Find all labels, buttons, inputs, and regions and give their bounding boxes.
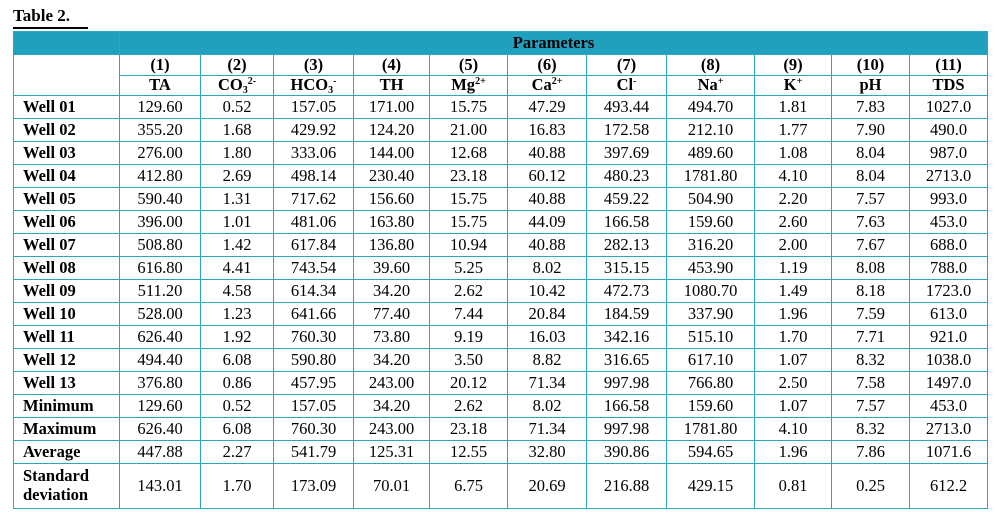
table-cell: 2.27 bbox=[201, 441, 274, 464]
symbol-superscript: 2+ bbox=[475, 76, 486, 88]
table-cell: 0.25 bbox=[832, 464, 910, 509]
table-cell: 472.73 bbox=[587, 280, 667, 303]
table-cell: 743.54 bbox=[274, 257, 354, 280]
table-cell: 613.0 bbox=[910, 303, 988, 326]
row-label: Maximum bbox=[14, 418, 120, 441]
table-cell: 2713.0 bbox=[910, 418, 988, 441]
table-cell: 34.20 bbox=[354, 349, 430, 372]
table-cell: 2.62 bbox=[430, 280, 508, 303]
table-cell: 616.80 bbox=[120, 257, 201, 280]
table-cell: 40.88 bbox=[508, 188, 587, 211]
table-cell: 453.90 bbox=[667, 257, 755, 280]
table-cell: 20.84 bbox=[508, 303, 587, 326]
table-cell: 2.69 bbox=[201, 165, 274, 188]
symbol-base: TDS bbox=[932, 75, 965, 95]
table-cell: 282.13 bbox=[587, 234, 667, 257]
symbol-superscript: + bbox=[796, 76, 803, 88]
table-cell: 1080.70 bbox=[667, 280, 755, 303]
table-cell: 129.60 bbox=[120, 395, 201, 418]
table-cell: 44.09 bbox=[508, 211, 587, 234]
table-row bbox=[14, 96, 988, 119]
row-label-line: Standard bbox=[23, 466, 90, 486]
column-number: (1) bbox=[120, 55, 201, 76]
table-cell: 342.16 bbox=[587, 326, 667, 349]
table-cell: 617.10 bbox=[667, 349, 755, 372]
table-row-standard-deviation bbox=[14, 464, 988, 509]
column-number: (2) bbox=[201, 55, 274, 76]
table-cell: 8.04 bbox=[832, 142, 910, 165]
table-cell: 8.82 bbox=[508, 349, 587, 372]
column-symbol bbox=[755, 76, 832, 96]
table-cell: 172.58 bbox=[587, 119, 667, 142]
table-cell: 34.20 bbox=[354, 280, 430, 303]
table-cell: 77.40 bbox=[354, 303, 430, 326]
table-cell: 590.80 bbox=[274, 349, 354, 372]
symbol-base: TH bbox=[379, 75, 404, 95]
column-symbol bbox=[354, 76, 430, 96]
symbol-base: K bbox=[783, 75, 797, 95]
table-cell: 1.70 bbox=[201, 464, 274, 509]
table-cell: 9.19 bbox=[430, 326, 508, 349]
table-cell: 688.0 bbox=[910, 234, 988, 257]
table-row bbox=[14, 418, 988, 441]
table-cell: 7.83 bbox=[832, 96, 910, 119]
table-cell: 508.80 bbox=[120, 234, 201, 257]
table-cell: 0.52 bbox=[201, 395, 274, 418]
table-cell: 159.60 bbox=[667, 211, 755, 234]
table-row bbox=[14, 326, 988, 349]
table-cell: 7.59 bbox=[832, 303, 910, 326]
table-cell: 212.10 bbox=[667, 119, 755, 142]
table-cell: 1.19 bbox=[755, 257, 832, 280]
table-cell: 459.22 bbox=[587, 188, 667, 211]
table-cell: 5.25 bbox=[430, 257, 508, 280]
table-cell: 626.40 bbox=[120, 326, 201, 349]
table-cell: 8.02 bbox=[508, 395, 587, 418]
table-cell: 412.80 bbox=[120, 165, 201, 188]
column-symbol bbox=[910, 76, 988, 96]
table-cell: 4.58 bbox=[201, 280, 274, 303]
table-cell: 2.20 bbox=[755, 188, 832, 211]
table-cell: 4.10 bbox=[755, 165, 832, 188]
row-label: Well 10 bbox=[14, 303, 120, 326]
table-cell: 71.34 bbox=[508, 418, 587, 441]
table-cell: 8.32 bbox=[832, 418, 910, 441]
table-cell: 8.04 bbox=[832, 165, 910, 188]
table-cell: 641.66 bbox=[274, 303, 354, 326]
table-cell: 315.15 bbox=[587, 257, 667, 280]
table-cell: 1071.6 bbox=[910, 441, 988, 464]
table-cell: 489.60 bbox=[667, 142, 755, 165]
table-cell: 173.09 bbox=[274, 464, 354, 509]
table-cell: 333.06 bbox=[274, 142, 354, 165]
table-cell: 590.40 bbox=[120, 188, 201, 211]
table-cell: 617.84 bbox=[274, 234, 354, 257]
table-cell: 1497.0 bbox=[910, 372, 988, 395]
table-cell: 1723.0 bbox=[910, 280, 988, 303]
column-symbol bbox=[201, 76, 274, 96]
table-row bbox=[14, 211, 988, 234]
table-cell: 7.57 bbox=[832, 188, 910, 211]
table-cell: 2.00 bbox=[755, 234, 832, 257]
table-cell: 1.70 bbox=[755, 326, 832, 349]
column-number: (5) bbox=[430, 55, 508, 76]
parameters-table bbox=[13, 31, 988, 509]
table-row bbox=[14, 142, 988, 165]
column-symbol bbox=[667, 76, 755, 96]
table-cell: 73.80 bbox=[354, 326, 430, 349]
table-row bbox=[14, 165, 988, 188]
table-cell: 1781.80 bbox=[667, 165, 755, 188]
table-cell: 15.75 bbox=[430, 96, 508, 119]
table-cell: 2.50 bbox=[755, 372, 832, 395]
table-cell: 390.86 bbox=[587, 441, 667, 464]
symbol-superscript: 2+ bbox=[551, 76, 563, 88]
table-cell: 20.69 bbox=[508, 464, 587, 509]
row-label: Well 13 bbox=[14, 372, 120, 395]
symbol-superscript: 2- bbox=[247, 76, 257, 88]
table-cell: 498.14 bbox=[274, 165, 354, 188]
table-cell: 243.00 bbox=[354, 418, 430, 441]
table-cell: 447.88 bbox=[120, 441, 201, 464]
symbol-base: CO bbox=[217, 75, 243, 95]
table-cell: 8.32 bbox=[832, 349, 910, 372]
row-label: Well 12 bbox=[14, 349, 120, 372]
table-cell: 7.58 bbox=[832, 372, 910, 395]
row-label-line: deviation bbox=[23, 485, 89, 504]
column-number: (9) bbox=[755, 55, 832, 76]
table-cell: 40.88 bbox=[508, 142, 587, 165]
table-cell: 12.68 bbox=[430, 142, 508, 165]
table-cell: 396.00 bbox=[120, 211, 201, 234]
table-cell: 760.30 bbox=[274, 326, 354, 349]
table-cell: 376.80 bbox=[120, 372, 201, 395]
symbol-base: Ca bbox=[531, 75, 552, 95]
table-cell: 1.80 bbox=[201, 142, 274, 165]
table-cell: 717.62 bbox=[274, 188, 354, 211]
table-cell: 216.88 bbox=[587, 464, 667, 509]
table-cell: 490.0 bbox=[910, 119, 988, 142]
row-label: Well 05 bbox=[14, 188, 120, 211]
table-cell: 7.71 bbox=[832, 326, 910, 349]
table-cell: 1027.0 bbox=[910, 96, 988, 119]
table-cell: 8.02 bbox=[508, 257, 587, 280]
table-cell: 481.06 bbox=[274, 211, 354, 234]
table-cell: 10.42 bbox=[508, 280, 587, 303]
table-cell: 316.65 bbox=[587, 349, 667, 372]
row-label: Well 03 bbox=[14, 142, 120, 165]
table-cell: 60.12 bbox=[508, 165, 587, 188]
symbol-superscript: + bbox=[717, 76, 724, 88]
table-cell: 47.29 bbox=[508, 96, 587, 119]
column-number: (11) bbox=[910, 55, 988, 76]
table-row bbox=[14, 395, 988, 418]
table-cell: 1.31 bbox=[201, 188, 274, 211]
table-row bbox=[14, 234, 988, 257]
table-cell: 511.20 bbox=[120, 280, 201, 303]
table-cell: 34.20 bbox=[354, 395, 430, 418]
table-cell: 124.20 bbox=[354, 119, 430, 142]
table-cell: 594.65 bbox=[667, 441, 755, 464]
table-cell: 7.63 bbox=[832, 211, 910, 234]
row-label: Well 04 bbox=[14, 165, 120, 188]
column-number: (4) bbox=[354, 55, 430, 76]
table-cell: 2.62 bbox=[430, 395, 508, 418]
row-label-header bbox=[14, 55, 120, 96]
table-cell: 171.00 bbox=[354, 96, 430, 119]
table-cell: 355.20 bbox=[120, 119, 201, 142]
table-row bbox=[14, 372, 988, 395]
symbol-subscript: 3 bbox=[328, 85, 334, 97]
table-cell: 157.05 bbox=[274, 96, 354, 119]
column-symbol bbox=[832, 76, 910, 96]
table-cell: 766.80 bbox=[667, 372, 755, 395]
table-cell: 184.59 bbox=[587, 303, 667, 326]
table-cell: 32.80 bbox=[508, 441, 587, 464]
table-cell: 7.44 bbox=[430, 303, 508, 326]
table-cell: 143.01 bbox=[120, 464, 201, 509]
symbol-base: pH bbox=[859, 75, 882, 95]
table-cell: 0.81 bbox=[755, 464, 832, 509]
row-label: Average bbox=[14, 441, 120, 464]
table-cell: 159.60 bbox=[667, 395, 755, 418]
table-cell: 4.10 bbox=[755, 418, 832, 441]
table-cell: 760.30 bbox=[274, 418, 354, 441]
table-cell: 528.00 bbox=[120, 303, 201, 326]
table-cell: 2.60 bbox=[755, 211, 832, 234]
table-cell: 16.03 bbox=[508, 326, 587, 349]
column-number: (8) bbox=[667, 55, 755, 76]
table-cell: 163.80 bbox=[354, 211, 430, 234]
table-row bbox=[14, 188, 988, 211]
table-cell: 612.2 bbox=[910, 464, 988, 509]
table-cell: 504.90 bbox=[667, 188, 755, 211]
symbol-superscript: - bbox=[633, 76, 637, 88]
table-cell: 6.75 bbox=[430, 464, 508, 509]
table-cell: 230.40 bbox=[354, 165, 430, 188]
table-cell: 337.90 bbox=[667, 303, 755, 326]
table-cell: 39.60 bbox=[354, 257, 430, 280]
table-cell: 20.12 bbox=[430, 372, 508, 395]
table-cell: 541.79 bbox=[274, 441, 354, 464]
table-cell: 4.41 bbox=[201, 257, 274, 280]
table-cell: 1781.80 bbox=[667, 418, 755, 441]
table-cell: 993.0 bbox=[910, 188, 988, 211]
table-row bbox=[14, 441, 988, 464]
table-cell: 6.08 bbox=[201, 349, 274, 372]
table-cell: 0.86 bbox=[201, 372, 274, 395]
table-cell: 453.0 bbox=[910, 211, 988, 234]
table-cell: 166.58 bbox=[587, 395, 667, 418]
column-symbol bbox=[274, 76, 354, 96]
table-cell: 23.18 bbox=[430, 165, 508, 188]
table-cell: 15.75 bbox=[430, 188, 508, 211]
column-number: (7) bbox=[587, 55, 667, 76]
table-row bbox=[14, 303, 988, 326]
row-label: Well 07 bbox=[14, 234, 120, 257]
table-cell: 515.10 bbox=[667, 326, 755, 349]
table-cell: 23.18 bbox=[430, 418, 508, 441]
table-cell: 276.00 bbox=[120, 142, 201, 165]
column-number: (10) bbox=[832, 55, 910, 76]
table-cell: 429.92 bbox=[274, 119, 354, 142]
symbol-base: Na bbox=[697, 75, 718, 95]
caption-underline bbox=[13, 27, 88, 29]
row-label: Well 09 bbox=[14, 280, 120, 303]
parameters-group-header: Parameters bbox=[120, 32, 988, 55]
table-cell: 614.34 bbox=[274, 280, 354, 303]
table-cell: 156.60 bbox=[354, 188, 430, 211]
row-label: Minimum bbox=[14, 395, 120, 418]
table-cell: 1.07 bbox=[755, 349, 832, 372]
table-cell: 1.42 bbox=[201, 234, 274, 257]
table-cell: 1.01 bbox=[201, 211, 274, 234]
table-cell: 144.00 bbox=[354, 142, 430, 165]
table-row bbox=[14, 349, 988, 372]
row-label: Well 08 bbox=[14, 257, 120, 280]
table-cell: 1.08 bbox=[755, 142, 832, 165]
table-cell: 1.96 bbox=[755, 303, 832, 326]
table-cell: 0.52 bbox=[201, 96, 274, 119]
table-caption: Table 2. bbox=[13, 6, 71, 25]
table-row bbox=[14, 280, 988, 303]
table-cell: 2713.0 bbox=[910, 165, 988, 188]
table-cell: 1.07 bbox=[755, 395, 832, 418]
table-cell: 429.15 bbox=[667, 464, 755, 509]
row-label: Well 06 bbox=[14, 211, 120, 234]
table-cell: 494.70 bbox=[667, 96, 755, 119]
table-cell: 8.08 bbox=[832, 257, 910, 280]
table-cell: 494.40 bbox=[120, 349, 201, 372]
table-cell: 480.23 bbox=[587, 165, 667, 188]
table-cell: 125.31 bbox=[354, 441, 430, 464]
header-corner bbox=[14, 32, 120, 55]
table-cell: 921.0 bbox=[910, 326, 988, 349]
symbol-base: Mg bbox=[451, 75, 476, 95]
table-cell: 788.0 bbox=[910, 257, 988, 280]
table-row bbox=[14, 257, 988, 280]
table-cell: 626.40 bbox=[120, 418, 201, 441]
column-symbol bbox=[120, 76, 201, 96]
row-label: Well 01 bbox=[14, 96, 120, 119]
table-cell: 453.0 bbox=[910, 395, 988, 418]
symbol-subscript: 3 bbox=[242, 85, 248, 97]
table-cell: 12.55 bbox=[430, 441, 508, 464]
table-cell: 71.34 bbox=[508, 372, 587, 395]
table-row bbox=[14, 119, 988, 142]
table-cell: 1.49 bbox=[755, 280, 832, 303]
table-cell: 70.01 bbox=[354, 464, 430, 509]
symbol-base: HCO bbox=[290, 75, 329, 95]
row-label: Well 11 bbox=[14, 326, 120, 349]
table-cell: 397.69 bbox=[587, 142, 667, 165]
table-cell: 243.00 bbox=[354, 372, 430, 395]
table-cell: 997.98 bbox=[587, 372, 667, 395]
symbol-superscript: - bbox=[333, 76, 337, 88]
table-cell: 1.96 bbox=[755, 441, 832, 464]
column-symbol bbox=[587, 76, 667, 96]
table-cell: 8.18 bbox=[832, 280, 910, 303]
table-cell: 1.23 bbox=[201, 303, 274, 326]
table-cell: 129.60 bbox=[120, 96, 201, 119]
table-cell: 15.75 bbox=[430, 211, 508, 234]
row-label: Well 02 bbox=[14, 119, 120, 142]
table-cell: 10.94 bbox=[430, 234, 508, 257]
table-cell: 6.08 bbox=[201, 418, 274, 441]
table-cell: 1.77 bbox=[755, 119, 832, 142]
table-cell: 7.86 bbox=[832, 441, 910, 464]
column-number: (3) bbox=[274, 55, 354, 76]
table-cell: 21.00 bbox=[430, 119, 508, 142]
table-cell: 1038.0 bbox=[910, 349, 988, 372]
row-label bbox=[14, 464, 120, 509]
table-cell: 7.57 bbox=[832, 395, 910, 418]
table-cell: 157.05 bbox=[274, 395, 354, 418]
symbol-base: Cl bbox=[616, 75, 634, 95]
column-number: (6) bbox=[508, 55, 587, 76]
table-cell: 3.50 bbox=[430, 349, 508, 372]
table-cell: 7.67 bbox=[832, 234, 910, 257]
column-symbol bbox=[508, 76, 587, 96]
table-cell: 997.98 bbox=[587, 418, 667, 441]
column-symbol bbox=[430, 76, 508, 96]
table-cell: 493.44 bbox=[587, 96, 667, 119]
table-cell: 16.83 bbox=[508, 119, 587, 142]
table-cell: 136.80 bbox=[354, 234, 430, 257]
table-cell: 40.88 bbox=[508, 234, 587, 257]
table-cell: 316.20 bbox=[667, 234, 755, 257]
table-cell: 1.81 bbox=[755, 96, 832, 119]
symbol-base: TA bbox=[149, 75, 171, 95]
table-cell: 1.92 bbox=[201, 326, 274, 349]
table-cell: 987.0 bbox=[910, 142, 988, 165]
table-cell: 1.68 bbox=[201, 119, 274, 142]
table-cell: 457.95 bbox=[274, 372, 354, 395]
table-cell: 166.58 bbox=[587, 211, 667, 234]
table-cell: 7.90 bbox=[832, 119, 910, 142]
